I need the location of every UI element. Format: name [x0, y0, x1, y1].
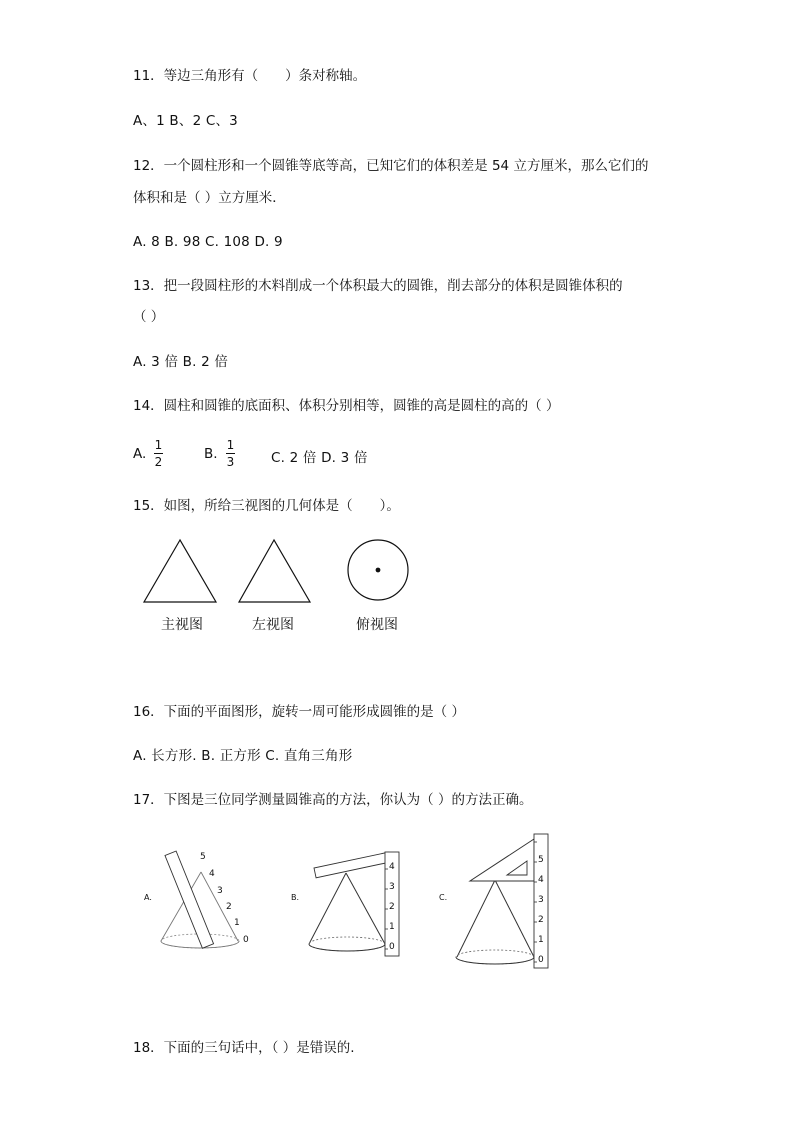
- q18-stem: 18．下面的三句话中，（ ）是错误的.: [133, 1040, 355, 1056]
- q12-stem-line1: 12．一个圆柱形和一个圆锥等底等高，已知它们的体积差是 54 立方厘米，那么它们的: [133, 158, 649, 174]
- q13-options: A. 3 倍 B. 2 倍: [133, 354, 229, 370]
- figure-a-label: A.: [144, 893, 152, 902]
- figure-c-label: C.: [439, 893, 448, 902]
- q14-option-b-denominator: 3: [226, 455, 235, 469]
- figure-b-tick-0: 0: [389, 942, 395, 952]
- figure-a-tick-5: 5: [200, 852, 206, 862]
- q16-stem: 16．下面的平面图形，旋转一周可能形成圆锥的是（ ）: [133, 704, 465, 720]
- figure-a-tick-3: 3: [217, 886, 223, 896]
- figure-c-tick-1: 1: [538, 935, 544, 945]
- front-view-label: 主视图: [161, 617, 203, 633]
- side-view-label: 左视图: [252, 617, 294, 633]
- figure-b-cone: [309, 873, 385, 951]
- figure-a-tick-4: 4: [209, 869, 215, 879]
- figure-c-set-square: [470, 839, 534, 881]
- q11-stem: 11．等边三角形有（ ）条对称轴。: [133, 68, 367, 84]
- figure-c-tick-2: 2: [538, 915, 544, 925]
- figure-a-ruler: [165, 851, 214, 948]
- figure-c-tick-3: 3: [538, 895, 544, 905]
- figure-b-tick-4: 4: [389, 862, 395, 872]
- figure-c-tick-4: 4: [538, 875, 544, 885]
- q13-stem-line1: 13．把一段圆柱形的木料削成一个体积最大的圆锥，削去部分的体积是圆锥体积的: [133, 278, 623, 294]
- figure-b-label: B.: [291, 893, 300, 902]
- q12-stem-line2: 体积和是（ ）立方厘米．: [133, 190, 286, 206]
- figure-a-tick-0: 0: [243, 935, 249, 945]
- figure-c-tick-5: 5: [538, 855, 544, 865]
- top-view-label: 俯视图: [356, 617, 398, 633]
- figure-c-tick-0: 0: [538, 955, 544, 965]
- q17-stem: 17．下图是三位同学测量圆锥高的方法，你认为（ ）的方法正确。: [133, 792, 533, 808]
- q14-options-cd: C. 2 倍 D. 3 倍: [271, 450, 368, 466]
- q13-stem-line2: （ ）: [133, 309, 165, 325]
- figure-a-tick-2: 2: [226, 902, 232, 912]
- q12-options: A. 8 B. 98 C. 108 D. 9: [133, 234, 283, 250]
- figure-c-cone: [456, 880, 534, 964]
- figure-b-top-ruler: [314, 852, 390, 878]
- q14-option-a-numerator: 1: [154, 438, 163, 452]
- q14-option-a-label: A.: [133, 446, 147, 462]
- q16-options: A. 长方形. B. 正方形 C. 直角三角形: [133, 748, 353, 764]
- figure-b-tick-2: 2: [389, 902, 395, 912]
- q14-option-b-numerator: 1: [226, 438, 235, 452]
- q11-options: A、1 B、2 C、3: [133, 113, 238, 129]
- figure-b-tick-3: 3: [389, 882, 395, 892]
- q14-option-a-denominator: 2: [154, 455, 163, 469]
- figure-b-tick-1: 1: [389, 922, 395, 932]
- q14-stem: 14．圆柱和圆锥的底面积、体积分别相等，圆锥的高是圆柱的高的（ ）: [133, 398, 560, 414]
- q14-option-b-label: B.: [204, 446, 218, 462]
- figure-a-tick-1: 1: [234, 918, 240, 928]
- q15-stem: 15．如图，所给三视图的几何体是（ ）。: [133, 498, 400, 514]
